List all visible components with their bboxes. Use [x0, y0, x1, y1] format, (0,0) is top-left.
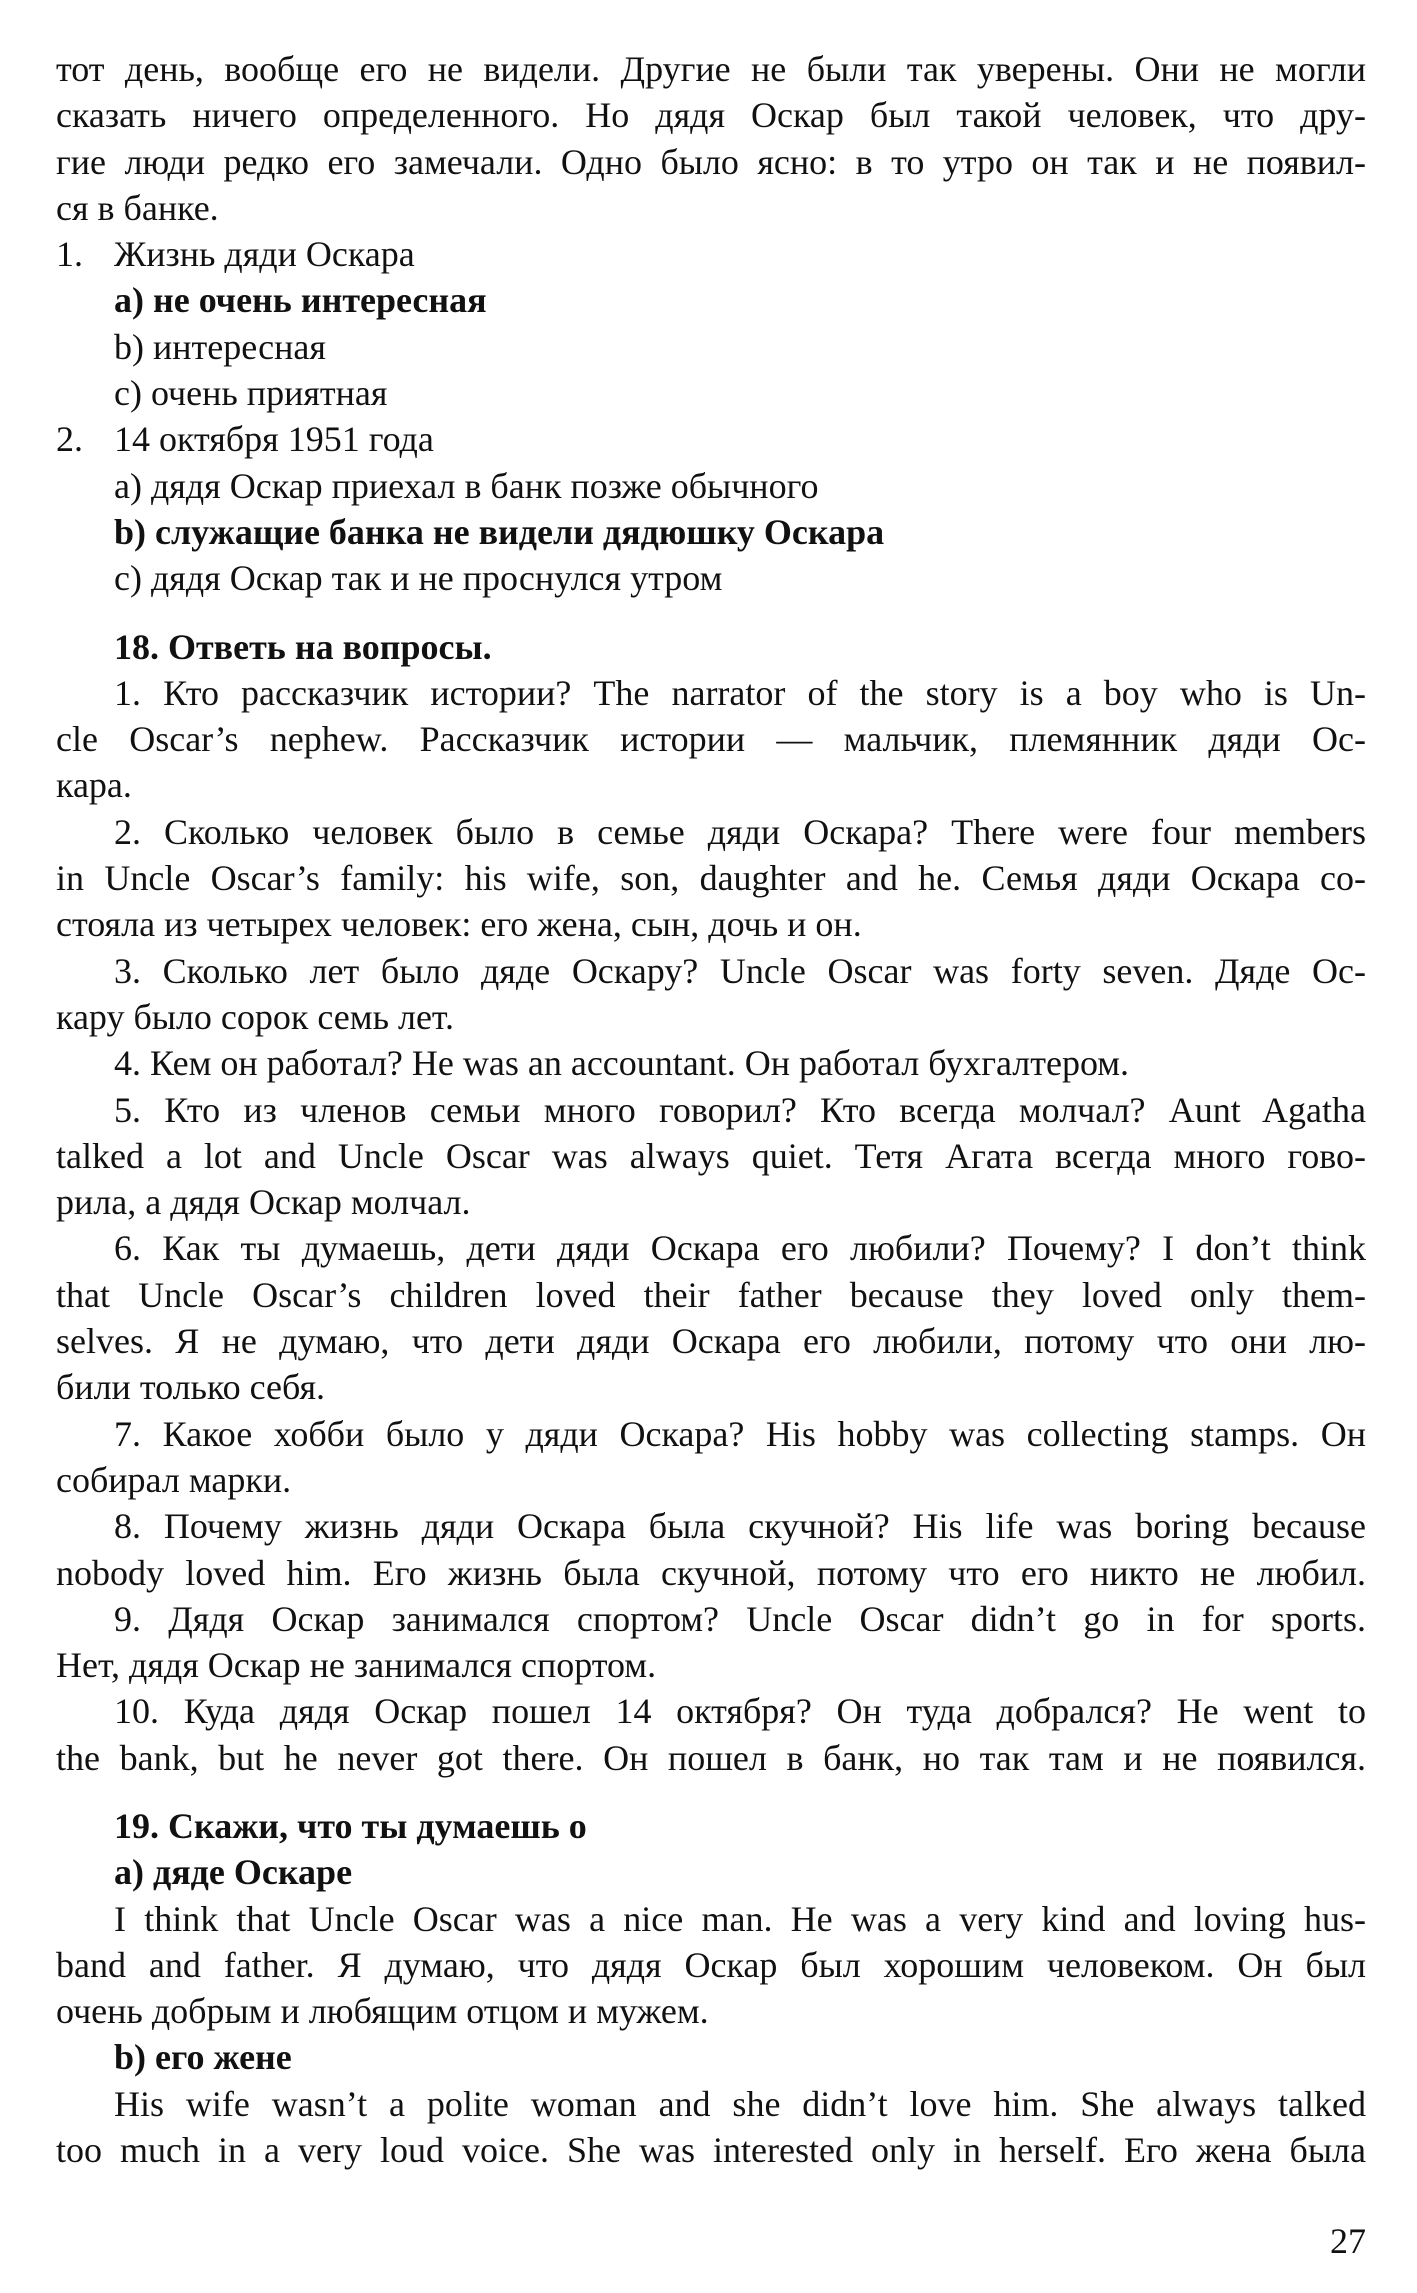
document-page — [56, 46, 1366, 2173]
text-line: b) интересная — [114, 326, 326, 367]
text-line: c) очень приятная — [114, 373, 388, 414]
list-number: 2. — [56, 419, 83, 460]
text-line: cle Oscar’s nephew. Рассказчик истории — мальчик, племянник дяди Ос- — [56, 719, 1366, 760]
text-line: talked a lot and Uncle Oscar was always quiet. Тетя Агата всегда много гово- — [56, 1135, 1366, 1176]
text-line: band and father. Я думаю, что дядя Оскар был хорошим человеком. Он был — [56, 1944, 1366, 1985]
text-line: ся в банке. — [56, 187, 219, 228]
text-line: I think that Uncle Oscar was a nice man. He was a very kind and loving hus- — [114, 1898, 1366, 1939]
text-line: били только себя. — [56, 1367, 326, 1408]
text-line: His wife wasn’t a polite woman and she didn’t love him. She always talked — [114, 2083, 1366, 2124]
heading-line: b) его жене — [114, 2037, 292, 2078]
text-line: selves. Я не думаю, что дети дяди Оскара его любили, потому что они лю- — [56, 1321, 1366, 1362]
list-item-text: 14 октября 1951 года — [114, 419, 434, 460]
heading-line: b) служащие банка не видели дядюшку Оскара — [114, 511, 885, 552]
heading-line: 18. Ответь на вопросы. — [114, 626, 492, 667]
text-line: сказать ничего определенного. Но дядя Оскар был такой человек, что дру- — [56, 95, 1366, 136]
text-line: 3. Сколько лет было дяде Оскару? Uncle Oscar was forty seven. Дяде Ос- — [114, 950, 1366, 991]
text-line: 6. Как ты думаешь, дети дяди Оскара его любили? Почему? I don’t think — [114, 1228, 1366, 1269]
text-line: nobody loved him. Его жизнь была скучной, потому что его никто не любил. — [56, 1552, 1366, 1593]
text-line: in Uncle Oscar’s family: his wife, son, daughter and he. Семья дяди Оскара со- — [56, 858, 1366, 899]
text-line: that Uncle Oscar’s children loved their father because they loved only them- — [56, 1274, 1366, 1315]
text-line: кару было сорок семь лет. — [56, 996, 454, 1037]
text-line: рила, а дядя Оскар молчал. — [56, 1182, 471, 1223]
text-line: собирал марки. — [56, 1459, 292, 1500]
text-line: c) дядя Оскар так и не проснулся утром — [114, 558, 723, 599]
text-line: стояла из четырех человек: его жена, сын, дочь и он. — [56, 904, 862, 945]
text-line: 10. Куда дядя Оскар пошел 14 октября? Он туда добрался? He went to — [114, 1691, 1366, 1732]
text-line: 8. Почему жизнь дяди Оскара была скучной? His life was boring because — [114, 1506, 1366, 1547]
text-line — [56, 416, 1366, 462]
list-item-text: Жизнь дяди Оскара — [114, 234, 415, 275]
heading-line: 19. Скажи, что ты думаешь о — [114, 1805, 587, 1846]
text-line: очень добрым и любящим отцом и мужем. — [56, 1991, 709, 2032]
text-line — [56, 231, 1366, 277]
text-line: too much in a very loud voice. She was interested only in herself. Его жена была — [56, 2130, 1366, 2171]
text-line: 5. Кто из членов семьи много говорил? Кто всегда молчал? Aunt Agatha — [114, 1089, 1366, 1130]
text-line: a) дядя Оскар приехал в банк позже обычного — [114, 465, 819, 506]
text-line: гие люди редко его замечали. Одно было ясно: в то утро он так и не появил- — [56, 141, 1366, 182]
text-line: 7. Какое хобби было у дяди Оскара? His hobby was collecting stamps. Он — [114, 1413, 1366, 1454]
heading-line: a) не очень интересная — [114, 280, 487, 321]
text-line: 9. Дядя Оскар занимался спортом? Uncle Oscar didn’t go in for sports. — [114, 1598, 1366, 1639]
text-line: 2. Сколько человек было в семье дяди Оскара? There were four members — [114, 811, 1366, 852]
text-line: 4. Кем он работал? He was an accountant. Он работал бухгалтером. — [114, 1043, 1130, 1084]
list-number: 1. — [56, 234, 83, 275]
heading-line: a) дяде Оскаре — [114, 1852, 353, 1893]
text-line: Нет, дядя Оскар не занимался спортом. — [56, 1645, 657, 1686]
text-line: тот день, вообще его не видели. Другие не были так уверены. Они не могли — [56, 49, 1366, 89]
text-line: кара. — [56, 765, 132, 806]
text-line: 1. Кто рассказчик истории? The narrator of the story is a boy who is Un- — [114, 672, 1366, 713]
text-line: the bank, but he never got there. Он пошел в банк, но так там и не появился. — [56, 1737, 1366, 1778]
page-number: 27 — [1330, 2221, 1366, 2261]
